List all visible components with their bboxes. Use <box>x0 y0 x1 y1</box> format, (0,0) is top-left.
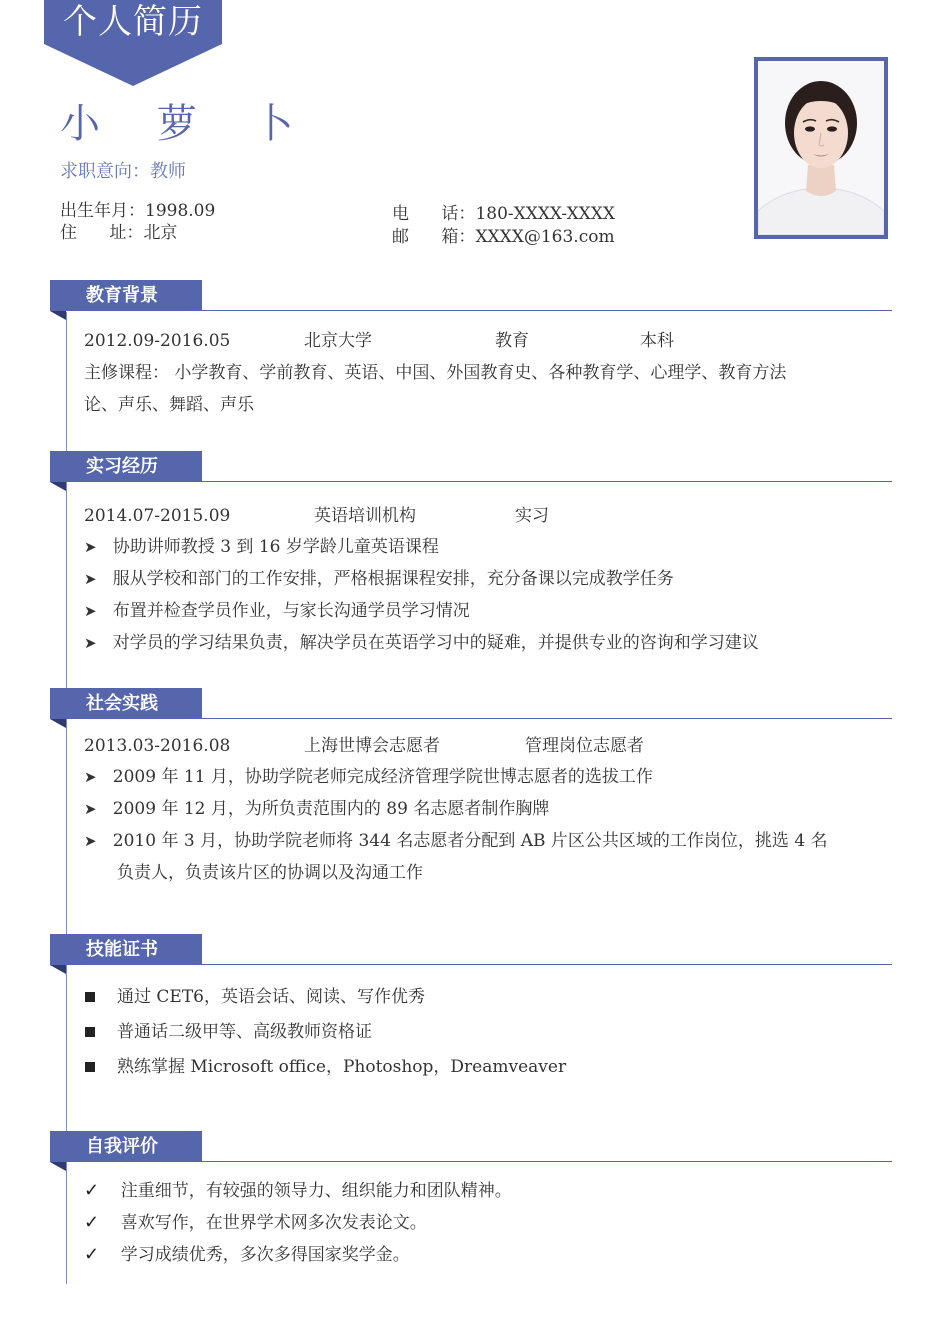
education-courses: 主修课程： 小学教育、学前教育、英语、中国、外国教育史、各种教育学、心理学、教育方法 <box>84 363 787 383</box>
arrow-bullet-icon: ➤ <box>84 832 97 850</box>
education-school: 北京大学 <box>304 331 372 351</box>
education-major: 教育 <box>495 331 529 351</box>
list-item: ➤ 2009 年 11 月，协助学院老师完成经济管理学院世博志愿者的选拔工作 <box>84 767 653 787</box>
section-title: 社会实践 <box>86 693 158 714</box>
email-row <box>392 226 615 248</box>
section-title: 技能证书 <box>86 939 158 960</box>
address-label: 住 址： <box>60 223 144 243</box>
internship-period: 2014.07-2015.09 <box>84 506 231 526</box>
section-divider <box>66 310 892 311</box>
email-value: XXXX@163.com <box>475 227 615 247</box>
arrow-bullet-icon: ➤ <box>84 800 97 818</box>
check-icon: ✓ <box>84 1180 100 1201</box>
skill-item: 通过 CET6，英语会话、阅读、写作优秀 <box>117 987 425 1007</box>
list-item: ➤ 布置并检查学员作业，与家长沟通学员学习情况 <box>84 601 470 621</box>
section-divider <box>66 964 892 965</box>
phone-row <box>392 203 615 225</box>
list-item: ✓ 注重细节，有较强的领导力、组织能力和团队精神。 <box>84 1180 512 1201</box>
section-divider <box>66 481 892 482</box>
address-row <box>60 222 177 244</box>
address-value: 北京 <box>143 223 178 243</box>
phone-label: 电 话： <box>392 204 476 224</box>
check-icon: ✓ <box>84 1212 100 1233</box>
internship-org: 英语培训机构 <box>314 506 416 526</box>
list-item: ➤ 对学员的学习结果负责，解决学员在英语学习中的疑难，并提供专业的咨询和学习建议 <box>84 633 759 653</box>
portrait-image <box>758 61 884 235</box>
list-item-continuation: 负责人，负责该片区的协调以及沟通工作 <box>117 863 423 883</box>
arrow-bullet-icon: ➤ <box>84 538 97 556</box>
section-fold-icon <box>50 311 66 320</box>
self-eval-list <box>84 1175 884 1271</box>
square-bullet-icon <box>85 1027 95 1037</box>
resume-title: 个人简历 <box>63 2 203 42</box>
job-intent: 求职意向：教师 <box>60 161 186 182</box>
practice-role: 管理岗位志愿者 <box>525 736 644 756</box>
practice-period: 2013.03-2016.08 <box>84 736 231 756</box>
list-item: ➤ 2010 年 3 月，协助学院老师将 344 名志愿者分配到 AB 片区公共区域的工作岗位，挑选 4 名 <box>84 831 828 851</box>
list-item: ✓ 喜欢写作，在世界学术网多次发表论文。 <box>84 1212 427 1233</box>
skill-item: 熟练掌握 Microsoft office，Photoshop，Dreamveaver <box>117 1057 567 1077</box>
arrow-bullet-icon: ➤ <box>84 768 97 786</box>
skill-item: 普通话二级甲等、高级教师资格证 <box>117 1022 372 1042</box>
education-period: 2012.09-2016.05 <box>84 331 231 351</box>
education-degree: 本科 <box>640 331 674 351</box>
square-bullet-icon <box>85 992 95 1002</box>
birth-date: 出生年月：1998.09 <box>60 201 216 221</box>
education-courses-cont: 论、声乐、舞蹈、声乐 <box>84 395 254 415</box>
practice-org: 上海世博会志愿者 <box>304 736 440 756</box>
email-label: 邮 箱： <box>392 227 476 247</box>
arrow-bullet-icon: ➤ <box>84 602 97 620</box>
section-fold-icon <box>50 965 66 974</box>
practice-list <box>84 761 894 889</box>
phone-value: 180-XXXX-XXXX <box>475 204 615 224</box>
list-item: ✓ 学习成绩优秀，多次多得国家奖学金。 <box>84 1244 410 1265</box>
internship-role: 实习 <box>515 506 549 526</box>
section-fold-icon <box>50 719 66 728</box>
candidate-name: 小 萝 卜 <box>60 101 316 147</box>
internship-list <box>84 531 884 659</box>
list-item: ➤ 2009 年 12 月，为所负责范围内的 89 名志愿者制作胸牌 <box>84 799 550 819</box>
section-fold-icon <box>50 1162 66 1171</box>
section-title: 自我评价 <box>86 1136 158 1157</box>
section-divider <box>66 718 892 719</box>
arrow-bullet-icon: ➤ <box>84 634 97 652</box>
profile-photo <box>754 57 888 239</box>
section-title: 实习经历 <box>86 456 158 477</box>
section-title: 教育背景 <box>86 285 158 306</box>
arrow-bullet-icon: ➤ <box>84 570 97 588</box>
section-divider <box>66 1161 892 1162</box>
list-item: ➤ 服从学校和部门的工作安排，严格根据课程安排，充分备课以完成教学任务 <box>84 569 674 589</box>
square-bullet-icon <box>85 1062 95 1072</box>
check-icon: ✓ <box>84 1244 100 1265</box>
list-item: ➤ 协助讲师教授 3 到 16 岁学龄儿童英语课程 <box>84 537 439 557</box>
section-fold-icon <box>50 482 66 491</box>
